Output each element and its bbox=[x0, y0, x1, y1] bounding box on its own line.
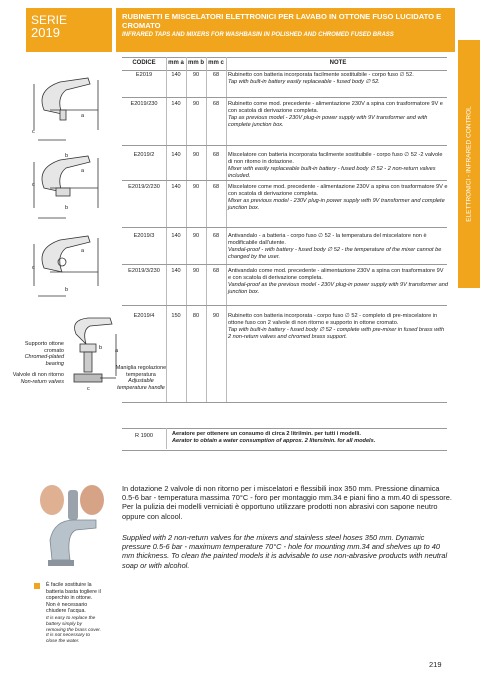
header-note: NOTE bbox=[329, 60, 347, 66]
page-subtitle: INFRARED TAPS AND MIXERS FOR WASHBASIN IN POLISHED AND CHROMED FUSED BRASS bbox=[122, 32, 394, 38]
dim-label-c: c bbox=[32, 129, 35, 135]
description-en: Supplied with 2 non-return valves for the mixers and stainless steel hoses 350 mm. Dynamic pressure 0.5-6 bar - maximum temperature 70°C - hole for mounting mm.34 and shelves up to 40 mm thickness. To clean the painted models it is advisable to use non-abrasive products with neutral soap or with alcohol. bbox=[122, 533, 448, 570]
section-side-tab bbox=[458, 40, 480, 288]
handle-label bbox=[114, 365, 168, 391]
column-divider bbox=[206, 57, 207, 402]
series-label: SERIE bbox=[31, 13, 68, 27]
row-code: E2019/3/230 bbox=[128, 268, 160, 274]
tip-bullet-icon bbox=[34, 583, 40, 589]
note-it: Rubinetto come mod. precedente - alimentazione 230V a spina con trasformatore 9V e con scatola di derivazione completa. bbox=[228, 101, 443, 114]
note-en: Mixer with easily replaceable built-in battery - fused body ∅ 52 - 2 non-return valves included. bbox=[228, 166, 436, 179]
tap-drawing-4 bbox=[60, 316, 130, 406]
header-b: mm b bbox=[187, 60, 204, 66]
handle-label-it: Maniglia regolazione temperatura bbox=[115, 365, 167, 378]
row-a: 140 bbox=[171, 152, 181, 158]
row-a: 150 bbox=[171, 313, 181, 319]
row-note bbox=[228, 101, 448, 129]
note-it: Rubinetto con batteria incorporata facilmente sostituibile - corpo fuso ∅ 52. bbox=[228, 72, 414, 78]
row-c: 68 bbox=[212, 233, 220, 239]
row-code: E2019/2/230 bbox=[128, 184, 160, 190]
header-c: mm c bbox=[208, 60, 224, 66]
header-code: CODICE bbox=[132, 60, 156, 66]
row-b: 90 bbox=[192, 72, 200, 78]
row-c: 68 bbox=[212, 184, 220, 190]
note-it: Miscelatore con batteria incorporata facilmente sostituibile - corpo fuso ∅ 52 -2 valvole di non ritorno in dotazione. bbox=[228, 152, 443, 165]
row-code: E2019/2 bbox=[133, 152, 155, 158]
series-badge bbox=[26, 8, 112, 52]
row-b: 80 bbox=[192, 313, 200, 319]
row-separator bbox=[122, 264, 447, 265]
support-label bbox=[10, 341, 64, 367]
accessory-note bbox=[172, 431, 447, 445]
dim-label-c: c bbox=[32, 182, 35, 188]
row-separator bbox=[122, 97, 447, 98]
row-a: 140 bbox=[171, 101, 181, 107]
row-a: 140 bbox=[171, 184, 181, 190]
header-a: mm a bbox=[168, 60, 184, 66]
row-note bbox=[228, 72, 448, 86]
row-note bbox=[228, 268, 448, 296]
column-divider bbox=[186, 57, 187, 402]
row-note bbox=[228, 313, 448, 341]
row-a: 140 bbox=[171, 233, 181, 239]
row-a: 140 bbox=[171, 72, 181, 78]
support-label-it: Supporto ottone cromato bbox=[24, 341, 64, 354]
row-c: 68 bbox=[212, 268, 220, 274]
note-en: Tap with built-in battery easily replaceable - fused body ∅ 52. bbox=[228, 79, 380, 85]
row-b: 90 bbox=[192, 184, 200, 190]
valves-label-it: Valvole di non ritorno bbox=[12, 372, 64, 378]
handle-label-en: Adjustable temperature handle bbox=[117, 378, 165, 391]
row-code: E2019/4 bbox=[133, 313, 155, 319]
note-it: Antivandalo - a batteria - corpo fuso ∅ 52 - la temperatura del miscelatore non è modificabile dall'utente. bbox=[228, 233, 427, 246]
note-en: Vandal-proof as the previous model - 230V plug-in power supply with 9V transformer and junction box. bbox=[228, 282, 448, 295]
dim-label-b: b bbox=[99, 345, 103, 351]
dim-label-c: c bbox=[32, 265, 35, 271]
row-c: 68 bbox=[212, 72, 220, 78]
dim-label-b: b bbox=[65, 153, 69, 159]
battery-tip-en: It is easy to replace the battery simply by removing the brass cover. It is not necessary to close the water. bbox=[46, 616, 102, 645]
accessory-note-it: Aeratore per ottenere un consumo di circa 2 litri/min. per tutti i modelli. bbox=[172, 431, 361, 437]
note-en: Mixer as previous model - 230V plug-in power supply with 9V transformer and complete junction box. bbox=[228, 198, 445, 211]
dim-label-b: b bbox=[65, 287, 69, 293]
tap-drawing-1 bbox=[26, 70, 118, 150]
note-it: Miscelatore come mod. precedente - alimentazione 230V a spina con trasformatore 9V e con scatola di derivazione completa. bbox=[228, 184, 448, 197]
row-c: 68 bbox=[212, 152, 220, 158]
dim-label-a: a bbox=[81, 113, 85, 119]
valves-label bbox=[10, 372, 64, 385]
note-en: Vandal-proof - with battery - fused body ∅ 52 - the temperature of the mixer cannot be changed by the user. bbox=[228, 247, 442, 260]
row-separator bbox=[122, 145, 447, 146]
page-title-box bbox=[116, 8, 455, 52]
valves-label-en: Non-return valves bbox=[20, 378, 64, 385]
row-code: E2019/230 bbox=[130, 101, 158, 107]
dim-label-b: b bbox=[65, 205, 69, 211]
section-side-label: ELETTRONICI - INFRARED CONTROL bbox=[465, 106, 473, 222]
row-a: 140 bbox=[171, 268, 181, 274]
row-note bbox=[228, 233, 448, 261]
accessory-note-en: Aerator to obtain a water consumption of approx. 2 liters/min. for all models. bbox=[172, 438, 376, 444]
dim-label-c: c bbox=[87, 386, 90, 392]
row-c: 90 bbox=[212, 313, 220, 319]
column-divider bbox=[166, 57, 167, 402]
product-photos bbox=[30, 480, 116, 576]
note-it: Antivandalo come mod. precedente - alimentazione 230V a spina con trasformatore 9V e con scatola di derivazione completa. bbox=[228, 268, 444, 281]
battery-tip-it: È facile sostituire la batteria basta togliere il coperchio in ottone. Non è necessario chiudere l'acqua. bbox=[46, 582, 101, 615]
dim-label-a: a bbox=[81, 248, 85, 254]
column-divider bbox=[226, 57, 227, 402]
row-c: 68 bbox=[212, 101, 220, 107]
note-en: Tap with built-in battery - fused body ∅ 52 - complete with pre-mixer in fused brass with 2 non-return valves and chromed brass support. bbox=[228, 327, 445, 340]
tap-drawing-2 bbox=[26, 148, 118, 228]
note-it: Rubinetto con batteria incorporata - corpo fuso ∅ 52 - completo di pre-miscelatore in ottone fuso con 2 valvole di non ritorno e supporto in ottone cromato. bbox=[228, 313, 438, 326]
note-en: Tap as previous model - 230V plug-in power supply with 9V transformer and with complete junction box. bbox=[228, 115, 428, 128]
row-b: 90 bbox=[192, 101, 200, 107]
dim-label-a: a bbox=[115, 348, 119, 354]
accessory-code: R 1900 bbox=[134, 433, 154, 439]
row-note bbox=[228, 184, 448, 212]
row-code: E2019/3 bbox=[133, 233, 155, 239]
row-b: 90 bbox=[192, 152, 200, 158]
description-it: In dotazione 2 valvole di non ritorno per i miscelatori e flessibili inox 350 mm. Pressione dinamica 0.5-6 bar - temperatura massima 70°C - foro per montaggio mm.34 e piani fino a mm.40 di spessore. Per la pulizia dei modelli verniciati è opportuno utilizzare prodotti non abrasivi con sapone neutro oppure con alcool. bbox=[122, 484, 452, 521]
row-b: 90 bbox=[192, 268, 200, 274]
series-year: 2019 bbox=[31, 25, 60, 40]
row-separator bbox=[122, 180, 447, 181]
row-code: E2019 bbox=[135, 72, 153, 78]
row-separator bbox=[122, 305, 447, 306]
page-title: RUBINETTI E MISCELATORI ELETTRONICI PER LAVABO IN OTTONE FUSO LUCIDATO E CROMATO bbox=[122, 12, 442, 30]
dim-label-a: a bbox=[81, 168, 85, 174]
row-b: 90 bbox=[192, 233, 200, 239]
support-label-en: Chromed-plated bearing bbox=[24, 354, 64, 367]
page-number: 219 bbox=[429, 660, 442, 669]
row-separator bbox=[122, 227, 447, 228]
row-note bbox=[228, 152, 448, 180]
column-divider bbox=[166, 428, 167, 449]
row-separator bbox=[122, 402, 447, 403]
tap-drawing-3 bbox=[26, 228, 118, 308]
